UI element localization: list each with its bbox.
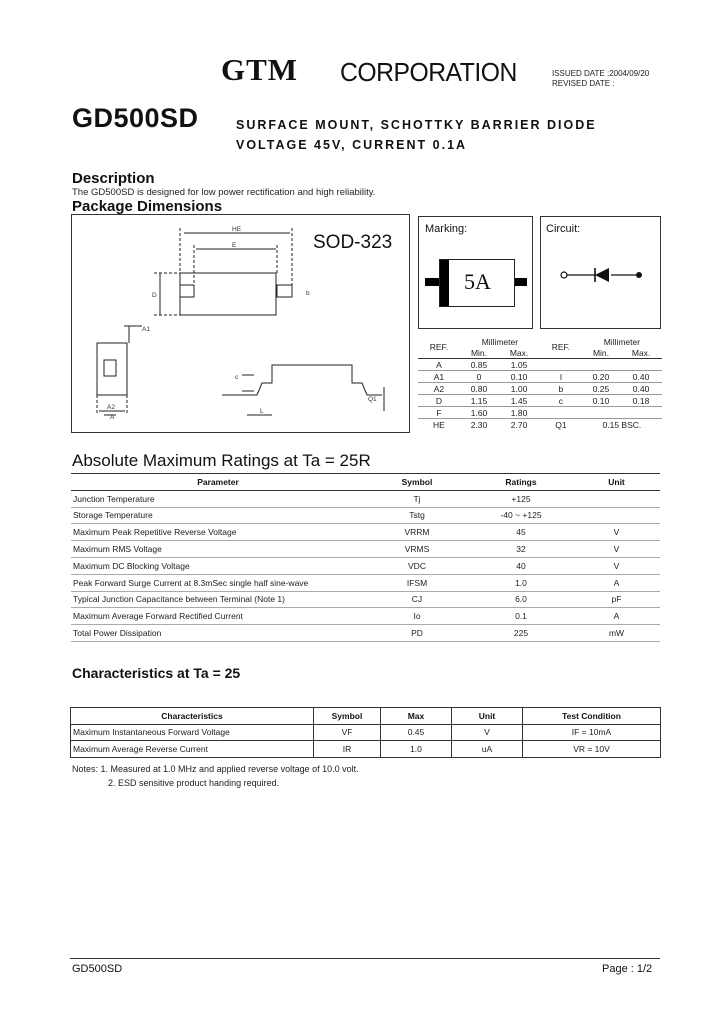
- char-test: IF = 10mA: [523, 724, 661, 741]
- ratings-heading: Absolute Maximum Ratings at Ta = 25R: [72, 451, 371, 470]
- col-max: Max: [381, 708, 452, 725]
- note-1: Notes: 1. Measured at 1.0 MHz and applied reverse voltage of 10.0 volt.: [72, 764, 359, 774]
- rating-unit: mW: [573, 625, 660, 642]
- max-header: Max.: [509, 347, 529, 358]
- rating-unit: [573, 507, 660, 524]
- rating-parameter: Maximum DC Blocking Voltage: [71, 557, 365, 574]
- col-unit: Unit: [452, 708, 523, 725]
- dim-max: 1.80: [510, 407, 528, 418]
- rating-parameter: Total Power Dissipation: [71, 625, 365, 642]
- rating-unit: V: [573, 541, 660, 558]
- table-row: [71, 591, 660, 608]
- rating-value: 45: [469, 524, 573, 541]
- rating-parameter: Junction Temperature: [71, 490, 365, 507]
- rating-parameter: Storage Temperature: [71, 507, 365, 524]
- table-row: [71, 625, 660, 642]
- dim-ref-2: l: [559, 371, 562, 382]
- circuit-box: [540, 216, 661, 329]
- marking-body: [439, 259, 515, 307]
- dim-label: A1: [142, 326, 150, 333]
- dim-min: 0.85: [470, 359, 488, 370]
- min-header-2: Min.: [592, 347, 609, 358]
- ratings-table: [71, 473, 660, 642]
- dim-min: 2.30: [470, 419, 488, 430]
- table-row: [71, 574, 660, 591]
- rating-symbol: Io: [365, 608, 469, 625]
- char-name: Maximum Average Reverse Current: [71, 741, 314, 758]
- dim-max-2: 0.18: [632, 395, 650, 406]
- rating-unit: V: [573, 524, 660, 541]
- table-row: [71, 724, 661, 741]
- subtitle-line-2: VOLTAGE 45V, CURRENT 0.1A: [236, 138, 468, 152]
- dim-label: c: [235, 374, 239, 381]
- dim-label: E: [232, 242, 237, 249]
- rating-value: -40 ~ +125: [469, 507, 573, 524]
- table-row: [418, 383, 662, 395]
- dim-label: A2: [107, 404, 115, 411]
- col-ratings: Ratings: [469, 474, 573, 491]
- dim-min: 1.60: [470, 407, 488, 418]
- ref-header-2: REF.: [540, 336, 582, 359]
- ref-header: REF.: [418, 336, 460, 359]
- diode-symbol-icon: [559, 265, 645, 285]
- dim-min-2: 0.25: [592, 383, 610, 394]
- marking-lead-right: [513, 278, 527, 286]
- footer-page-number: Page : 1/2: [602, 963, 653, 975]
- dim-min-2: 0.15 BSC.: [602, 419, 642, 430]
- col-symbol: Symbol: [314, 708, 381, 725]
- table-row: [418, 407, 662, 419]
- rating-value: 1.0: [469, 574, 573, 591]
- description-text: The GD500SD is designed for low power rectification and high reliability.: [72, 187, 376, 198]
- table-row: [71, 608, 660, 625]
- rating-symbol: PD: [365, 625, 469, 642]
- rating-unit: A: [573, 608, 660, 625]
- table-row: [418, 371, 662, 383]
- dim-max-2: [620, 407, 662, 419]
- marking-code: 5A: [464, 269, 491, 294]
- table-row: [418, 359, 662, 371]
- table-row: [71, 524, 660, 541]
- rating-unit: [573, 490, 660, 507]
- dim-max: 0.10: [510, 371, 528, 382]
- dim-label: HE: [232, 226, 242, 233]
- dim-max: 1.00: [510, 383, 528, 394]
- brand-logo: GTM: [221, 52, 299, 87]
- rating-value: 40: [469, 557, 573, 574]
- rating-value: 32: [469, 541, 573, 558]
- dim-max-2: [620, 359, 662, 371]
- dim-ref: HE: [433, 419, 445, 430]
- rating-symbol: IFSM: [365, 574, 469, 591]
- millimeter-header: Millimeter: [481, 336, 519, 347]
- subtitle-line-1: SURFACE MOUNT, SCHOTTKY BARRIER DIODE: [236, 118, 597, 132]
- circuit-label: Circuit:: [546, 223, 581, 235]
- rating-parameter: Maximum Average Forward Rectified Current: [71, 608, 365, 625]
- side-view-body: [97, 343, 127, 395]
- char-unit: V: [452, 724, 523, 741]
- dim-ref: A1: [433, 371, 445, 382]
- footer-part-number: GD500SD: [72, 963, 123, 975]
- revised-date: REVISED DATE :: [552, 79, 615, 88]
- dim-max: 1.45: [510, 395, 528, 406]
- lead-left: [180, 285, 194, 297]
- dim-label: b: [306, 290, 310, 297]
- marking-lead-left: [425, 278, 439, 286]
- millimeter-header-2: Millimeter: [603, 336, 641, 347]
- product-subtitle: [236, 115, 597, 155]
- dim-min: 0: [476, 371, 482, 382]
- dim-ref: A2: [433, 383, 445, 394]
- col-test-condition: Test Condition: [523, 708, 661, 725]
- corporation-name: CORPORATION: [340, 57, 517, 87]
- rating-value: 225: [469, 625, 573, 642]
- dim-ref-2: Q1: [555, 419, 567, 430]
- dim-max-2: 0.40: [632, 383, 650, 394]
- table-row: [71, 541, 660, 558]
- rating-value: +125: [469, 490, 573, 507]
- dim-min-2: [582, 407, 620, 419]
- dim-label: D: [152, 292, 157, 299]
- notes: [72, 762, 359, 790]
- max-header-2: Max.: [631, 347, 651, 358]
- char-max: 0.45: [381, 724, 452, 741]
- dimension-table: [418, 336, 662, 430]
- rating-value: 6.0: [469, 591, 573, 608]
- dim-ref: D: [435, 395, 442, 406]
- package-heading: Package Dimensions: [72, 198, 223, 215]
- col-parameter: Parameter: [71, 474, 365, 491]
- min-header: Min.: [470, 347, 488, 358]
- characteristics-heading: Characteristics at Ta = 25: [72, 665, 241, 681]
- dim-label: L: [260, 408, 264, 415]
- rating-parameter: Typical Junction Capacitance between Terminal (Note 1): [71, 591, 365, 608]
- char-max: 1.0: [381, 741, 452, 758]
- dim-max: 1.05: [510, 359, 528, 370]
- description-heading: Description: [72, 170, 155, 187]
- rating-parameter: Maximum RMS Voltage: [71, 541, 365, 558]
- dim-label: Q1: [368, 396, 377, 403]
- rating-symbol: VRMS: [365, 541, 469, 558]
- dim-max: 2.70: [510, 419, 528, 430]
- package-name: SOD-323: [313, 232, 393, 253]
- part-number: GD500SD: [72, 103, 199, 133]
- rating-unit: pF: [573, 591, 660, 608]
- rating-value: 0.1: [469, 608, 573, 625]
- table-row: [71, 507, 660, 524]
- cathode-band: [440, 260, 449, 306]
- characteristics-table: [70, 707, 661, 758]
- dim-min: 0.80: [470, 383, 488, 394]
- dim-ref-2: c: [558, 395, 564, 406]
- char-name: Maximum Instantaneous Forward Voltage: [71, 724, 314, 741]
- dim-ref-2: [540, 359, 582, 371]
- dim-min-2: 0.20: [592, 371, 610, 382]
- rating-unit: V: [573, 557, 660, 574]
- table-row: [71, 741, 661, 758]
- table-row: [418, 419, 662, 431]
- col-symbol: Symbol: [365, 474, 469, 491]
- dim-ref: F: [436, 407, 442, 418]
- dim-ref-2: b: [558, 383, 564, 394]
- dim-label: A: [110, 414, 115, 421]
- marking-box: [418, 216, 533, 329]
- lead-right: [277, 285, 292, 297]
- char-symbol: IR: [314, 741, 381, 758]
- dim-min: 1.15: [470, 395, 488, 406]
- char-symbol: VF: [314, 724, 381, 741]
- rating-symbol: Tj: [365, 490, 469, 507]
- rating-parameter: Peak Forward Surge Current at 8.3mSec single half sine-wave: [71, 574, 365, 591]
- dim-min-2: [582, 359, 620, 371]
- col-unit: Unit: [573, 474, 660, 491]
- char-test: VR = 10V: [523, 741, 661, 758]
- dim-ref: A: [436, 359, 442, 370]
- rating-symbol: VDC: [365, 557, 469, 574]
- char-unit: uA: [452, 741, 523, 758]
- issued-date: ISSUED DATE :2004/09/20: [552, 69, 650, 78]
- rating-symbol: CJ: [365, 591, 469, 608]
- footer-divider: [70, 958, 660, 959]
- dim-max-2: 0.40: [632, 371, 650, 382]
- table-row: [71, 490, 660, 507]
- issue-dates: [552, 69, 649, 89]
- dim-ref-2: [540, 407, 582, 419]
- marking-label: Marking:: [425, 223, 468, 235]
- rating-parameter: Maximum Peak Repetitive Reverse Voltage: [71, 524, 365, 541]
- table-row: [418, 395, 662, 407]
- col-characteristics: Characteristics: [71, 708, 314, 725]
- rating-symbol: Tstg: [365, 507, 469, 524]
- note-2: 2. ESD sensitive product handing required.: [108, 778, 280, 788]
- dim-min-2: 0.10: [592, 395, 610, 406]
- table-row: [71, 557, 660, 574]
- rating-unit: A: [573, 574, 660, 591]
- rating-symbol: VRRM: [365, 524, 469, 541]
